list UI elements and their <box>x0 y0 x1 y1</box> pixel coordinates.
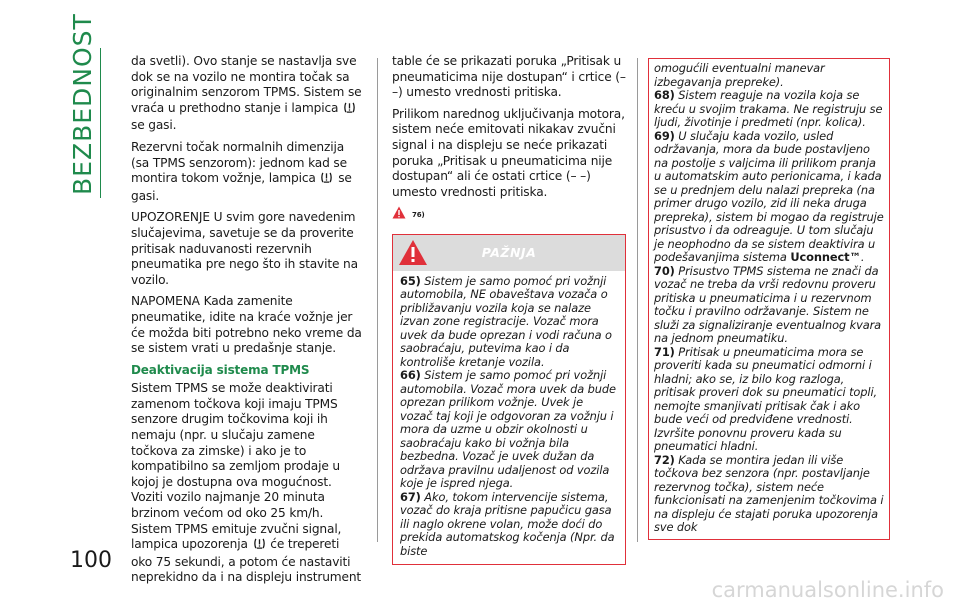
paragraph-text: Sistem TPMS se može deaktivirati zamenom točkova koji imaju TPMS senzore drugim točkovima koji ih nemaju (npr. u slučaju zamene točkova za zimske) i ako je to kompatibilno sa zemljom prodaje u kojoj je dostupna ova mogućnost. Voziti vozilo najmanje 20 minuta brzinom većom od oko 25 km/h. Sistem TPMS emituje zvučni signal, lampica upozorenja <box>131 381 342 552</box>
warning-number: 71) <box>654 344 675 359</box>
warning-triangle-icon <box>398 239 428 271</box>
warning-number: 66) <box>400 368 421 383</box>
warning-text: Sistem je samo pomoć pri vožnji automobila, NE obaveštava vozača o približavanju vozila koja se nalaze izvan zone registracije. Vozač mora uvek da bude oprezan i vodi računa o saobraćaju, putevima kao i da kontroliše kretanje vozila. <box>400 273 612 369</box>
warning-number: 68) <box>654 88 675 102</box>
warning-header <box>393 235 625 271</box>
brand-name: Uconnect™ <box>790 250 861 264</box>
paragraph-text: će trepereti oko 75 sekundi, a potom će nastaviti neprekidno da i na displeju instrument <box>131 537 362 585</box>
warning-number: 69) <box>654 128 675 143</box>
warning-box <box>392 234 626 566</box>
warning-text: Prisustvo TPMS sistema ne znači da vozač ne treba da vrši redovnu proveru pritiska u pneumaticima i u rezervnom točku i pravilno održavanje. Sistem ne služi za signaliziranje eventualnog kvara na jednom pneumatiku. <box>654 263 882 345</box>
paragraph <box>131 381 363 586</box>
section-title: BEZBEDNOST <box>68 13 97 195</box>
paragraph: UPOZORENJE U svim gore navedenim slučajevima, savetuje se da proverite pritisak naduvanosti rezervnih pneumatika pre nego što ih stavite na vozilo. <box>131 210 358 287</box>
paragraph <box>131 54 363 134</box>
warning-text: U slučaju kada vozilo, usled održavanja, mora da bude postavljeno na postolje s valjcima ili prilikom pranja u automatskim auto perionicama, i kada se u prednjem delu nalazi prepreka (na primer drugo vozilo, zid ili neka druga prepreka), sistem bi mogao da registruje prisustvo i da odreaguje. U tom slučaju je neophodno da se sistem deaktivira u podešavanjima sistema <box>654 128 884 264</box>
warning-item <box>400 491 618 559</box>
watermark: carmanualsonline.info <box>711 578 944 602</box>
tire-pressure-warning-icon <box>320 171 333 189</box>
warning-item <box>400 275 618 370</box>
warning-item <box>654 346 884 454</box>
warning-number: 65) <box>400 273 421 288</box>
warning-triangle-icon <box>392 206 406 226</box>
page-number: 100 <box>70 548 112 573</box>
paragraph-text: da svetli). Ovo stanje se nastavlja sve dok se na vozilo ne montira točak sa originalnim senzorom TPMS. Sistem se vraća u prethodno stanje i lampica <box>131 54 362 115</box>
paragraph: table će se prikazati poruka „Pritisak u pneumaticima nije dostupan“ i crtice (– –) umesto vrednosti pritiska. <box>392 54 626 100</box>
warning-number: 67) <box>400 489 421 504</box>
paragraph-text: se gasi. <box>131 118 177 133</box>
paragraph: Prilikom narednog uključivanja motora, sistem neće emitovati nikakav zvučni signal i na displeju se neće prikazati poruka „Pritisak u pneumaticima nije dostupan“ ali će ostati crtice (– –) umesto vrednosti pritiska. <box>392 106 625 199</box>
warning-item <box>400 369 618 491</box>
note-reference-number: 76) <box>412 211 425 220</box>
warning-item <box>654 130 884 265</box>
paragraph <box>131 140 363 204</box>
warning-item <box>654 89 884 130</box>
warning-text: . <box>860 250 865 264</box>
column-2 <box>392 54 626 565</box>
section-rule <box>100 48 101 198</box>
paragraph: NAPOMENA Kada zamenite pneumatike, idite na kraće vožnje jer će možda biti potrebno neko vreme da se sistem vrati u predašnje stanje. <box>131 294 362 356</box>
warning-text: Sistem je samo pomoć pri vožnji automobila. Vozač mora uvek da bude oprezan prilikom vožnje. Uvek je vozač taj koji je odgovoran za vožnju i mora da uzme u obzir okolnosti u saobraćaju kako bi vožnja bila bezbedna. Vozač je uvek dužan da održava pravilnu udaljenost od vozila koje je ispred njega. <box>400 368 616 491</box>
warning-body <box>393 271 625 565</box>
column-separator-1 <box>377 58 378 542</box>
warning-text: Pritisak u pneumaticima mora se proveriti kada su pneumatici odmorni i hladni; ako se, iz bilo kog razloga, pritisak proveri dok su pneumatici topli, nemojte smanjivati pritisak čak i ako bude veći od predviđene vrednosti. Izvršite ponovnu proveru kada su pneumatici hladni. <box>654 344 878 453</box>
warning-number: 72) <box>654 452 675 467</box>
warning-title: PAŽNJA <box>481 245 537 261</box>
warning-box-continued <box>648 58 890 540</box>
warning-item <box>654 454 884 535</box>
warning-item <box>654 265 884 346</box>
paragraph-text: se gasi. <box>131 171 352 203</box>
column-separator-2 <box>637 58 638 542</box>
tire-pressure-warning-icon <box>343 101 356 119</box>
tire-pressure-warning-icon <box>253 537 266 555</box>
subheading: Deaktivacija sistema TPMS <box>131 362 310 377</box>
paragraph-text: Rezervni točak normalnih dimenzija (sa TPMS senzorom): jednom kad se montira tokom vožnje, lampica <box>131 139 347 186</box>
warning-number: 70) <box>654 263 675 278</box>
warning-text: Ako, tokom intervencije sistema, vozač do kraja pritisne papučicu gasa ili naglo okrene volan, može doći do prekida automatskog kočenja (Npr. da biste <box>400 489 615 558</box>
warning-item: omogućili eventualni manevar izbegavanja prepreke). <box>654 61 825 89</box>
warning-text: Sistem reaguje na vozila koja se kreću u svojim trakama. Ne registruju se ljudi, životinje i predmeti (npr. kolica). <box>654 88 883 129</box>
column-1 <box>131 54 363 592</box>
warning-text: Kada se montira jedan ili više točkova bez senzora (npr. postavljanje rezervnog točka), sistem neće funkcionisati na zamenjenim točkovima i na displeju će stajati poruka upozorenja sve dok <box>654 452 884 534</box>
note-reference <box>392 206 626 226</box>
